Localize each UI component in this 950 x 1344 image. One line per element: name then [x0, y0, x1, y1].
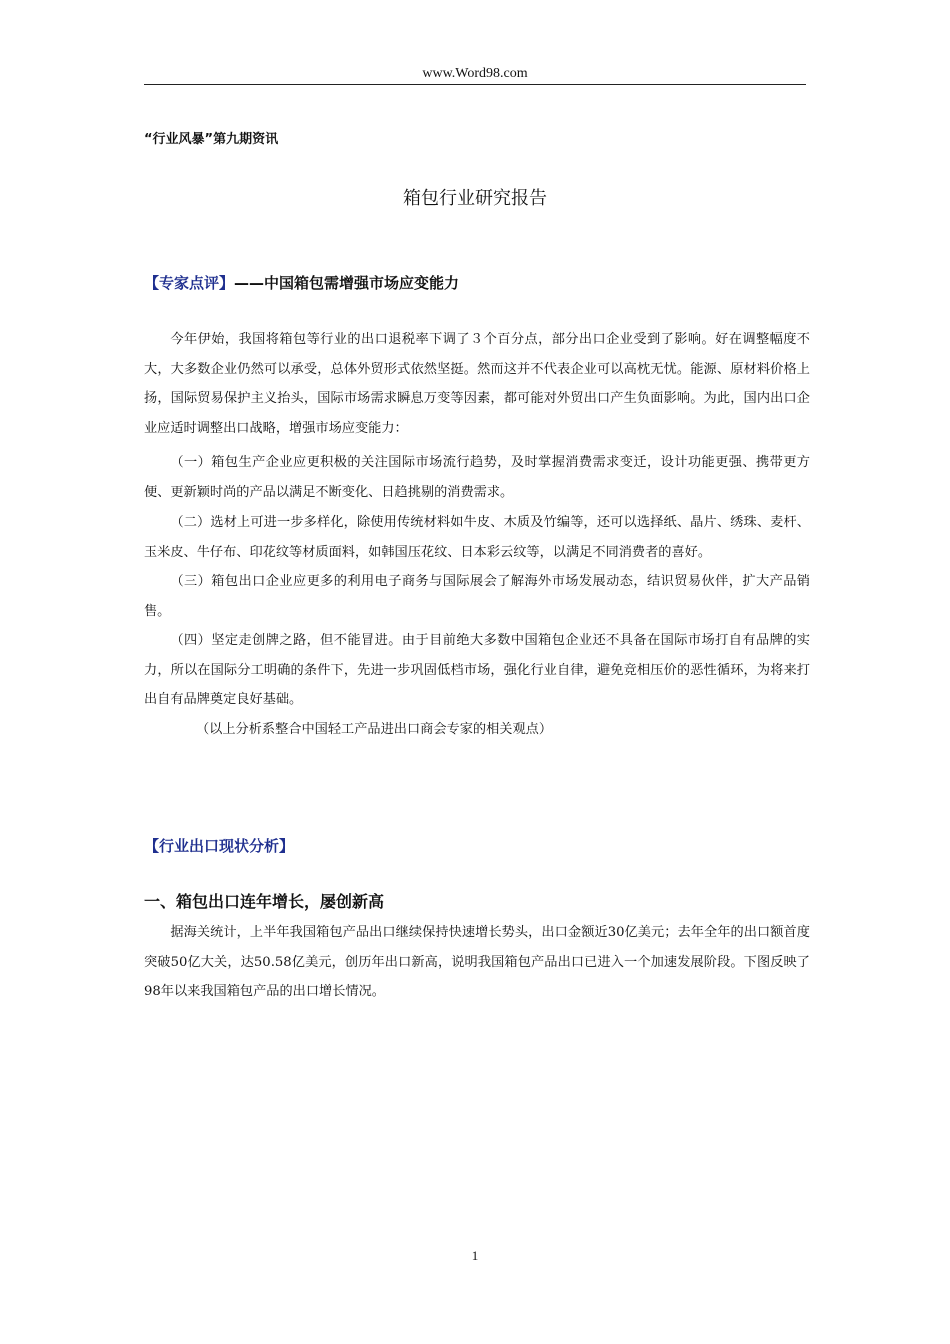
- page-number: 1: [471, 1248, 479, 1263]
- expert-section-heading: [144, 272, 459, 293]
- page-header-site: www.Word98.com: [422, 66, 528, 81]
- expert-point-2: （二）选材上可进一步多样化，除使用传统材料如牛皮、木质及竹编等，还可以选择纸、晶片、绣珠、麦杆、玉米皮、牛仔布、印花纹等材质面料，如韩国压花纹、日本彩云纹等，以满足不同消费者的喜好。: [144, 515, 810, 560]
- header-rule: [144, 84, 806, 85]
- issue-label: “行业风暴”第九期资讯: [144, 132, 279, 147]
- expert-section-subtitle: ——中国箱包需增强市场应变能力: [234, 274, 460, 292]
- expert-source-note: （以上分析系整合中国轻工产品进出口商会专家的相关观点）: [196, 722, 553, 737]
- expert-section-tag: 【专家点评】: [144, 274, 235, 292]
- export-section-tag: 【行业出口现状分析】: [144, 837, 295, 855]
- export-growth-heading: 一、箱包出口连年增长，屡创新高: [144, 892, 385, 911]
- expert-point-3: （三）箱包出口企业应更多的利用电子商务与国际展会了解海外市场发展动态，结识贸易伙伴，扩大产品销售。: [144, 574, 810, 619]
- report-title: 箱包行业研究报告: [403, 188, 547, 209]
- export-growth-paragraph: 据海关统计，上半年我国箱包产品出口继续保持快速增长势头，出口金额近30亿美元；去年全年的出口额首度突破50亿大关，达50.58亿美元，创历年出口新高，说明我国箱包产品出口已进入一个加速发展阶段。下图反映了98年以来我国箱包产品的出口增长情况。: [144, 925, 810, 999]
- expert-point-1: （一）箱包生产企业应更积极的关注国际市场流行趋势，及时掌握消费需求变迁，设计功能更强、携带更方便、更新颖时尚的产品以满足不断变化、日趋挑剔的消费需求。: [144, 455, 810, 500]
- expert-intro-paragraph: 今年伊始，我国将箱包等行业的出口退税率下调了３个百分点，部分出口企业受到了影响。好在调整幅度不大，大多数企业仍然可以承受，总体外贸形式依然坚挺。然而这并不代表企业可以高枕无忧。能源、原材料价格上扬，国际贸易保护主义抬头，国际市场需求瞬息万变等因素，都可能对外贸出口产生负面影响。为此，国内出口企业应适时调整出口战略，增强市场应变能力：: [144, 332, 810, 436]
- expert-point-4: （四）坚定走创牌之路，但不能冒进。由于目前绝大多数中国箱包企业还不具备在国际市场打自有品牌的实力，所以在国际分工明确的条件下，先进一步巩固低档市场，强化行业自律，避免竞相压价的恶性循环，为将来打出自有品牌奠定良好基础。: [144, 633, 810, 707]
